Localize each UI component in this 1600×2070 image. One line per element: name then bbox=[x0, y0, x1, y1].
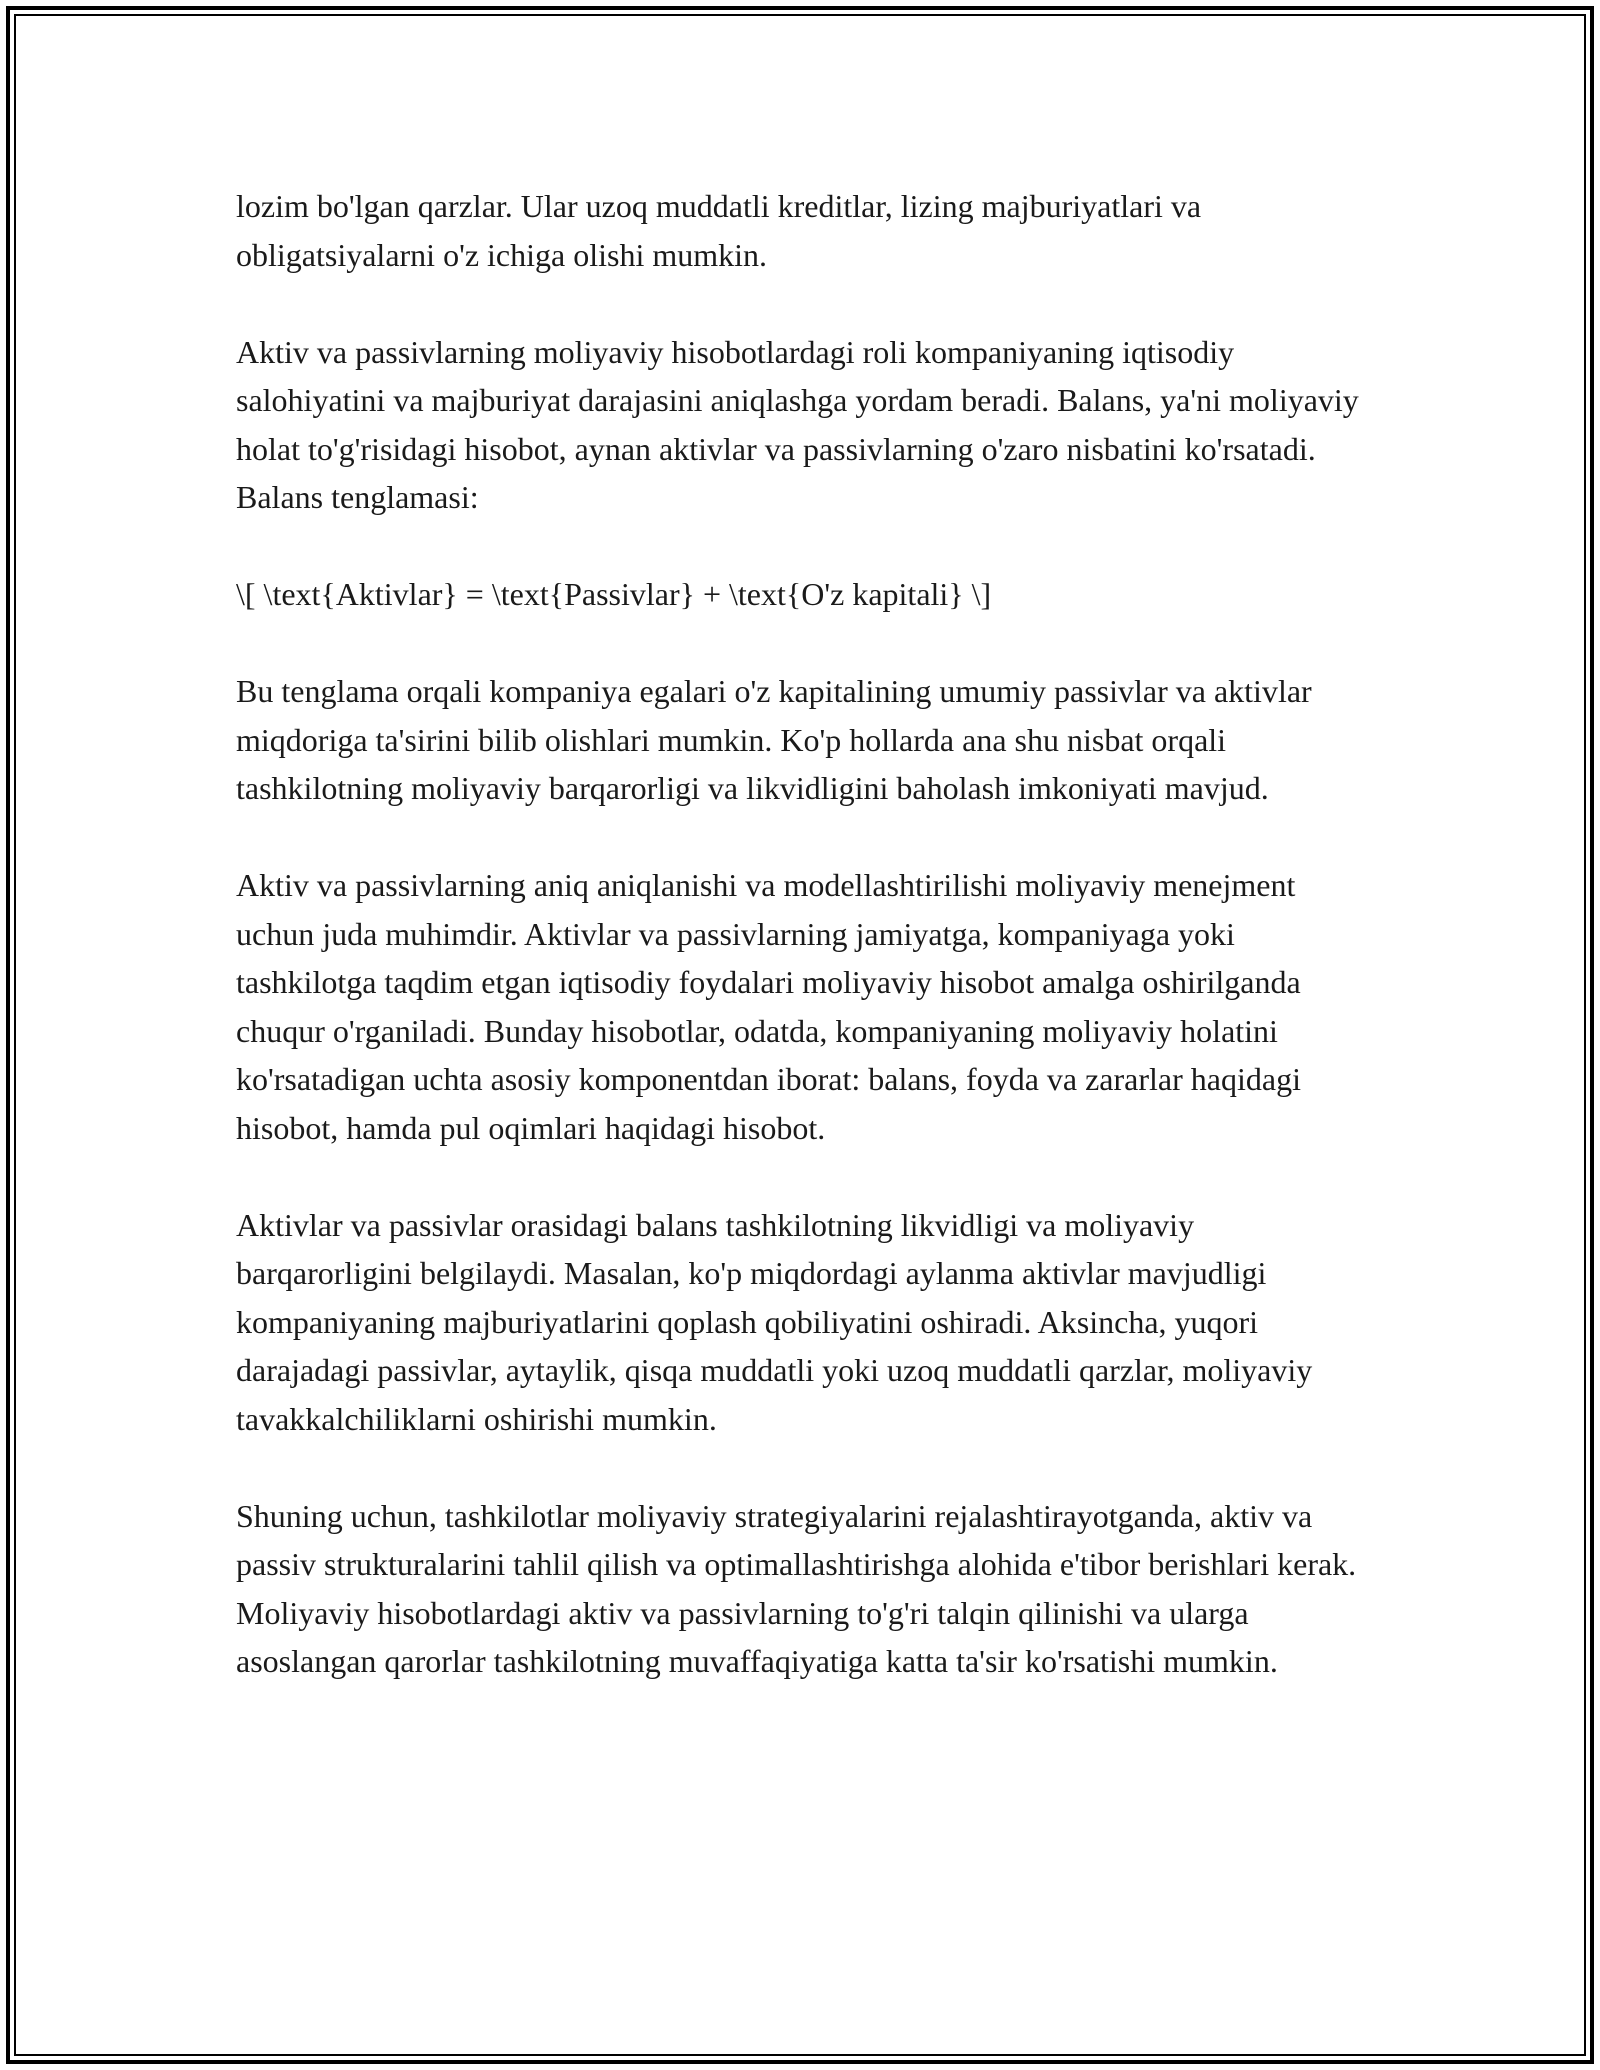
document-body bbox=[236, 182, 1376, 1734]
paragraph-role-of-assets-liabilities: Aktiv va passivlarning moliyaviy hisobotlardagi roli kompaniyaning iqtisodiy salohiyatini va majburiyat darajasini aniqlashga yordam beradi. Balans, ya'ni moliyaviy holat to'g'risidagi hisobot, aynan aktivlar va passivlarning o'zaro nisbatini ko'rsatadi. Balans tenglamasi: bbox=[236, 333, 1359, 515]
paragraph-financial-management: Aktiv va passivlarning aniq aniqlanishi va modellashtirilishi moliyaviy menejment uchun juda muhimdir. Aktivlar va passivlarning jamiyatga, kompaniyaga yoki tashkilotga taqdim etgan iqtisodiy foydalari moliyaviy hisobot amalga oshirilganda chuqur o'rganiladi. Bunday hisobotlar, odatda, kompaniyaning moliyaviy holatini ko'rsatadigan uchta asosiy komponentdan iborat: balans, foyda va zararlar haqidagi hisobot, hamda pul oqimlari haqidagi hisobot. bbox=[236, 867, 1301, 1146]
paragraph-strategy-conclusion: Shuning uchun, tashkilotlar moliyaviy strategiyalarini rejalashtirayotganda, aktiv va passiv strukturalarini tahlil qilish va optimallashtirishga alohida e'tibor berishlari kerak. Moliyaviy hisobotlardagi aktiv va passivlarning to'g'ri talqin qilinishi va ularga asoslangan qarorlar tashkilotning muvaffaqiyatiga katta ta'sir ko'rsatishi mumkin. bbox=[236, 1497, 1357, 1679]
paragraph-liquidity-stability: Aktivlar va passivlar orasidagi balans tashkilotning likvidligi va moliyaviy barqarorligini belgilaydi. Masalan, ko'p miqdordagi aylanma aktivlar mavjudligi kompaniyaning majburiyatlarini qoplash qobiliyatini oshiradi. Aksincha, yuqori darajadagi passivlar, aytaylik, qisqa muddatli yoki uzoq muddatli qarzlar, moliyaviy tavakkalchiliklarni oshirishi mumkin. bbox=[236, 1206, 1313, 1437]
paragraph-equation-meaning: Bu tenglama orqali kompaniya egalari o'z kapitalining umumiy passivlar va aktivlar miqdoriga ta'sirini bilib olishlari mumkin. Ko'p hollarda ana shu nisbat orqali tashkilotning moliyaviy barqarorligi va likvidligini baholash imkoniyati mavjud. bbox=[236, 673, 1312, 806]
paragraph-loan-definition: lozim bo'lgan qarzlar. Ular uzoq muddatli kreditlar, lizing majburiyatlari va obligatsiyalarni o'z ichiga olishi mumkin. bbox=[236, 188, 1202, 273]
paragraph-balance-equation: \[ \text{Aktivlar} = \text{Passivlar} + \text{O'z kapitali} \] bbox=[236, 576, 992, 612]
